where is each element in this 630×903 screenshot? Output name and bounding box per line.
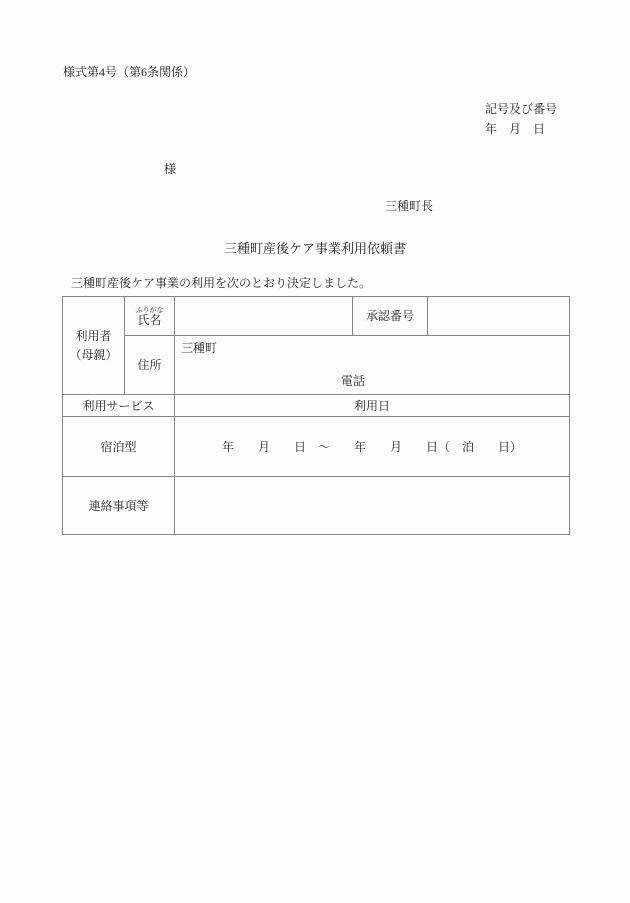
date-range-field: 年 月 日 ～ 年 月 日（ 泊 日） [175,417,570,477]
notes-field-area [175,477,570,535]
notes-label: 連絡事項等 [63,477,175,535]
address-field-area [175,336,570,395]
date-line: 年 月 日 [485,122,546,136]
table-row [63,336,570,395]
ref-number-label: 記号及び番号 [485,102,558,116]
table-row [63,395,570,417]
service-type-label: 宿泊型 [63,417,175,477]
sender-title: 三種町長 [385,199,434,213]
address-city-prefix: 三種町 [181,341,218,355]
service-label: 利用サービス [63,395,175,417]
table-row [63,417,570,477]
approval-number-field-area [428,297,570,336]
application-form-table [62,296,570,535]
document-title: 三種町産後ケア事業利用依頼書 [223,241,406,256]
approval-number-label: 承認番号 [353,297,428,336]
use-date-label: 利用日 [175,395,570,417]
form-number: 様式第4号（第6条関係） [63,65,196,79]
table-row [63,477,570,535]
addressee-suffix: 様 [164,162,177,176]
phone-label: 電話 [340,374,365,388]
furigana-label: ふりがな [135,305,164,314]
intro-text: 三種町産後ケア事業の利用を次のとおり決定しました。 [71,276,372,290]
user-label-line1: 利用者 [75,328,112,343]
name-label: 氏名 [137,312,162,327]
name-label-cell [125,297,175,336]
address-label: 住所 [125,336,175,395]
name-field-area [175,297,353,336]
user-role-cell [63,297,125,395]
user-label-line2: （母親） [69,347,118,362]
table-row [63,297,570,336]
